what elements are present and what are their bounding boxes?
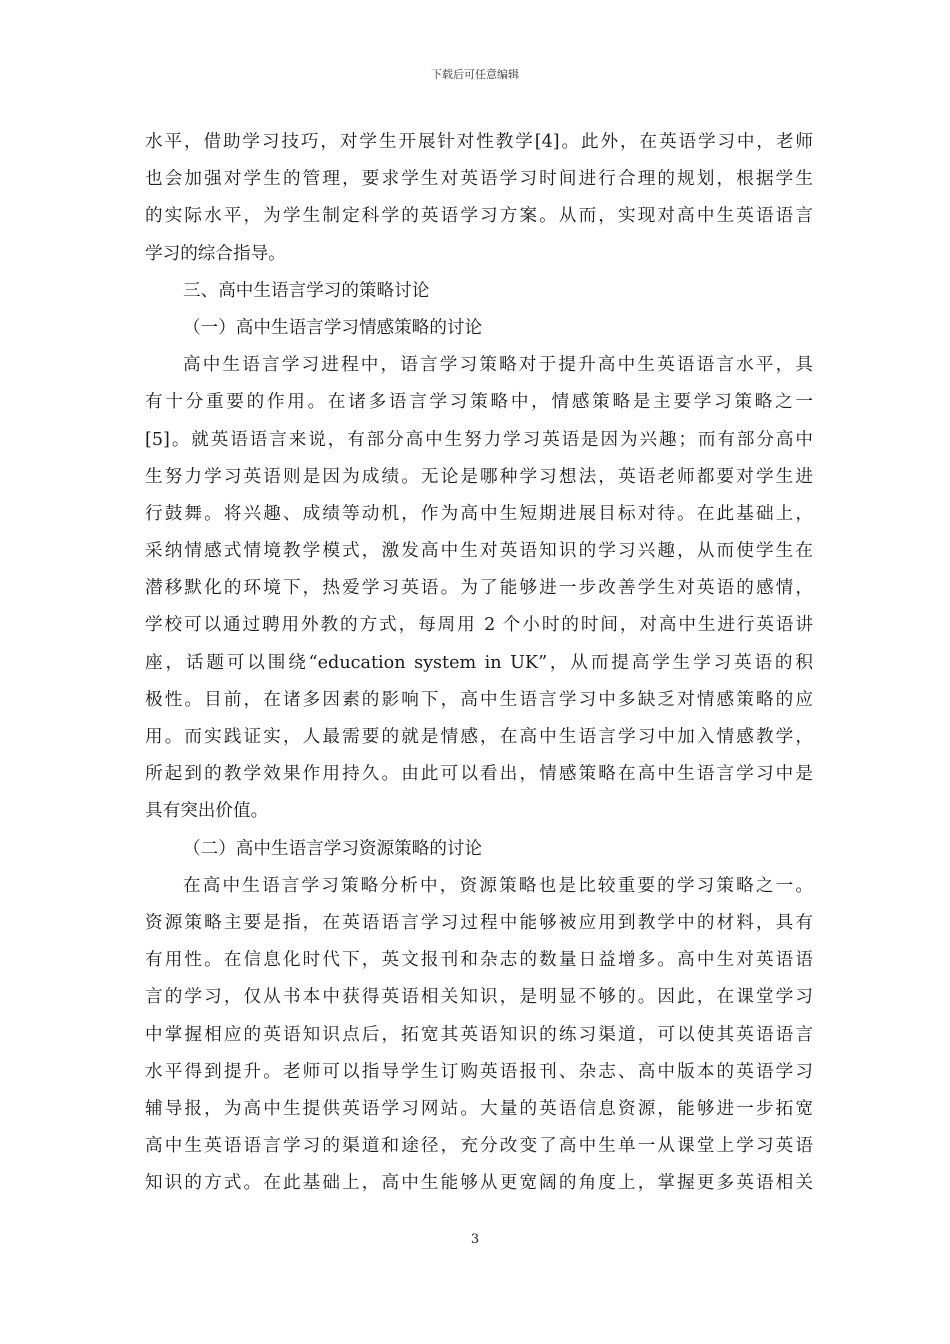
section-heading: 三、高中生语言学习的策略讨论 (183, 280, 430, 301)
paragraph-line: 有用性。在信息化时代下，英文报刊和杂志的数量日益增多。高中生对英语语 (145, 950, 813, 971)
paragraph-line: 在高中生语言学习策略分析中，资源策略也是比较重要的学习策略之一。 (183, 875, 813, 896)
page-number: 3 (470, 1232, 480, 1247)
paragraph-line: 辅导报，为高中生提供英语学习网站。大量的英语信息资源，能够进一步拓宽 (145, 1098, 813, 1119)
paragraph-line: 中掌握相应的英语知识点后，拓宽其英语知识的练习渠道，可以使其英语语言 (145, 1024, 813, 1045)
paragraph-line: 所起到的教学效果作用持久。由此可以看出，情感策略在高中生语言学习中是 (145, 764, 813, 785)
paragraph-line: 也会加强对学生的管理，要求学生对英语学习时间进行合理的规划，根据学生 (145, 169, 813, 190)
paragraph-line: 座，话题可以围绕“education system in UK”，从而提高学生学习英语的积 (145, 652, 813, 673)
paragraph-line: 高中生英语语言学习的渠道和途径，充分改变了高中生单一从课堂上学习英语 (145, 1136, 813, 1157)
paragraph-line: 行鼓舞。将兴趣、成绩等动机，作为高中生短期进展目标对待。在此基础上， (145, 503, 813, 524)
section-heading: （一）高中生语言学习情感策略的讨论 (183, 317, 483, 338)
paragraph-line: 生努力学习英语则是因为成绩。无论是哪种学习想法，英语老师都要对学生进 (145, 466, 813, 487)
paragraph-line: 具有突出价值。 (145, 801, 269, 822)
paragraph-line: 有十分重要的作用。在诸多语言学习策略中，情感策略是主要学习策略之一 (145, 392, 813, 413)
document-body (145, 124, 813, 1202)
paragraph-line: [5]。就英语语言来说，有部分高中生努力学习英语是因为兴趣；而有部分高中 (145, 429, 813, 450)
paragraph-line: 知识的方式。在此基础上，高中生能够从更宽阔的角度上，掌握更多英语相关 (145, 1173, 813, 1194)
paragraph-line: 言的学习，仅从书本中获得英语相关知识，是明显不够的。因此，在课堂学习 (145, 987, 813, 1008)
paragraph-line: 资源策略主要是指，在英语语言学习过程中能够被应用到教学中的材料，具有 (145, 912, 813, 933)
paragraph-line: 的实际水平，为学生制定科学的英语学习方案。从而，实现对高中生英语语言 (145, 206, 813, 227)
paragraph-line: 学习的综合指导。 (145, 243, 286, 264)
paragraph-line: 潜移默化的环境下，热爱学习英语。为了能够进一步改善学生对英语的感情， (145, 578, 813, 599)
paragraph-line: 水平，借助学习技巧，对学生开展针对性教学[4]。此外，在英语学习中，老师 (145, 132, 813, 152)
paragraph-line: 水平得到提升。老师可以指导学生订购英语报刊、杂志、高中版本的英语学习 (145, 1061, 813, 1082)
paragraph-line: 高中生语言学习进程中，语言学习策略对于提升高中生英语语言水平，具 (183, 355, 813, 376)
paragraph-line: 学校可以通过聘用外教的方式，每周用 2 个小时的时间，对高中生进行英语讲 (145, 615, 813, 636)
paragraph-line: 极性。目前，在诸多因素的影响下，高中生语言学习中多缺乏对情感策略的应 (145, 689, 813, 710)
page-header: 下载后可任意编辑 (431, 68, 519, 81)
paragraph-line: 采纳情感式情境教学模式，激发高中生对英语知识的学习兴趣，从而使学生在 (145, 541, 813, 562)
section-heading: （二）高中生语言学习资源策略的讨论 (183, 838, 483, 859)
paragraph-line: 用。而实践证实，人最需要的就是情感，在高中生语言学习中加入情感教学， (145, 727, 813, 747)
